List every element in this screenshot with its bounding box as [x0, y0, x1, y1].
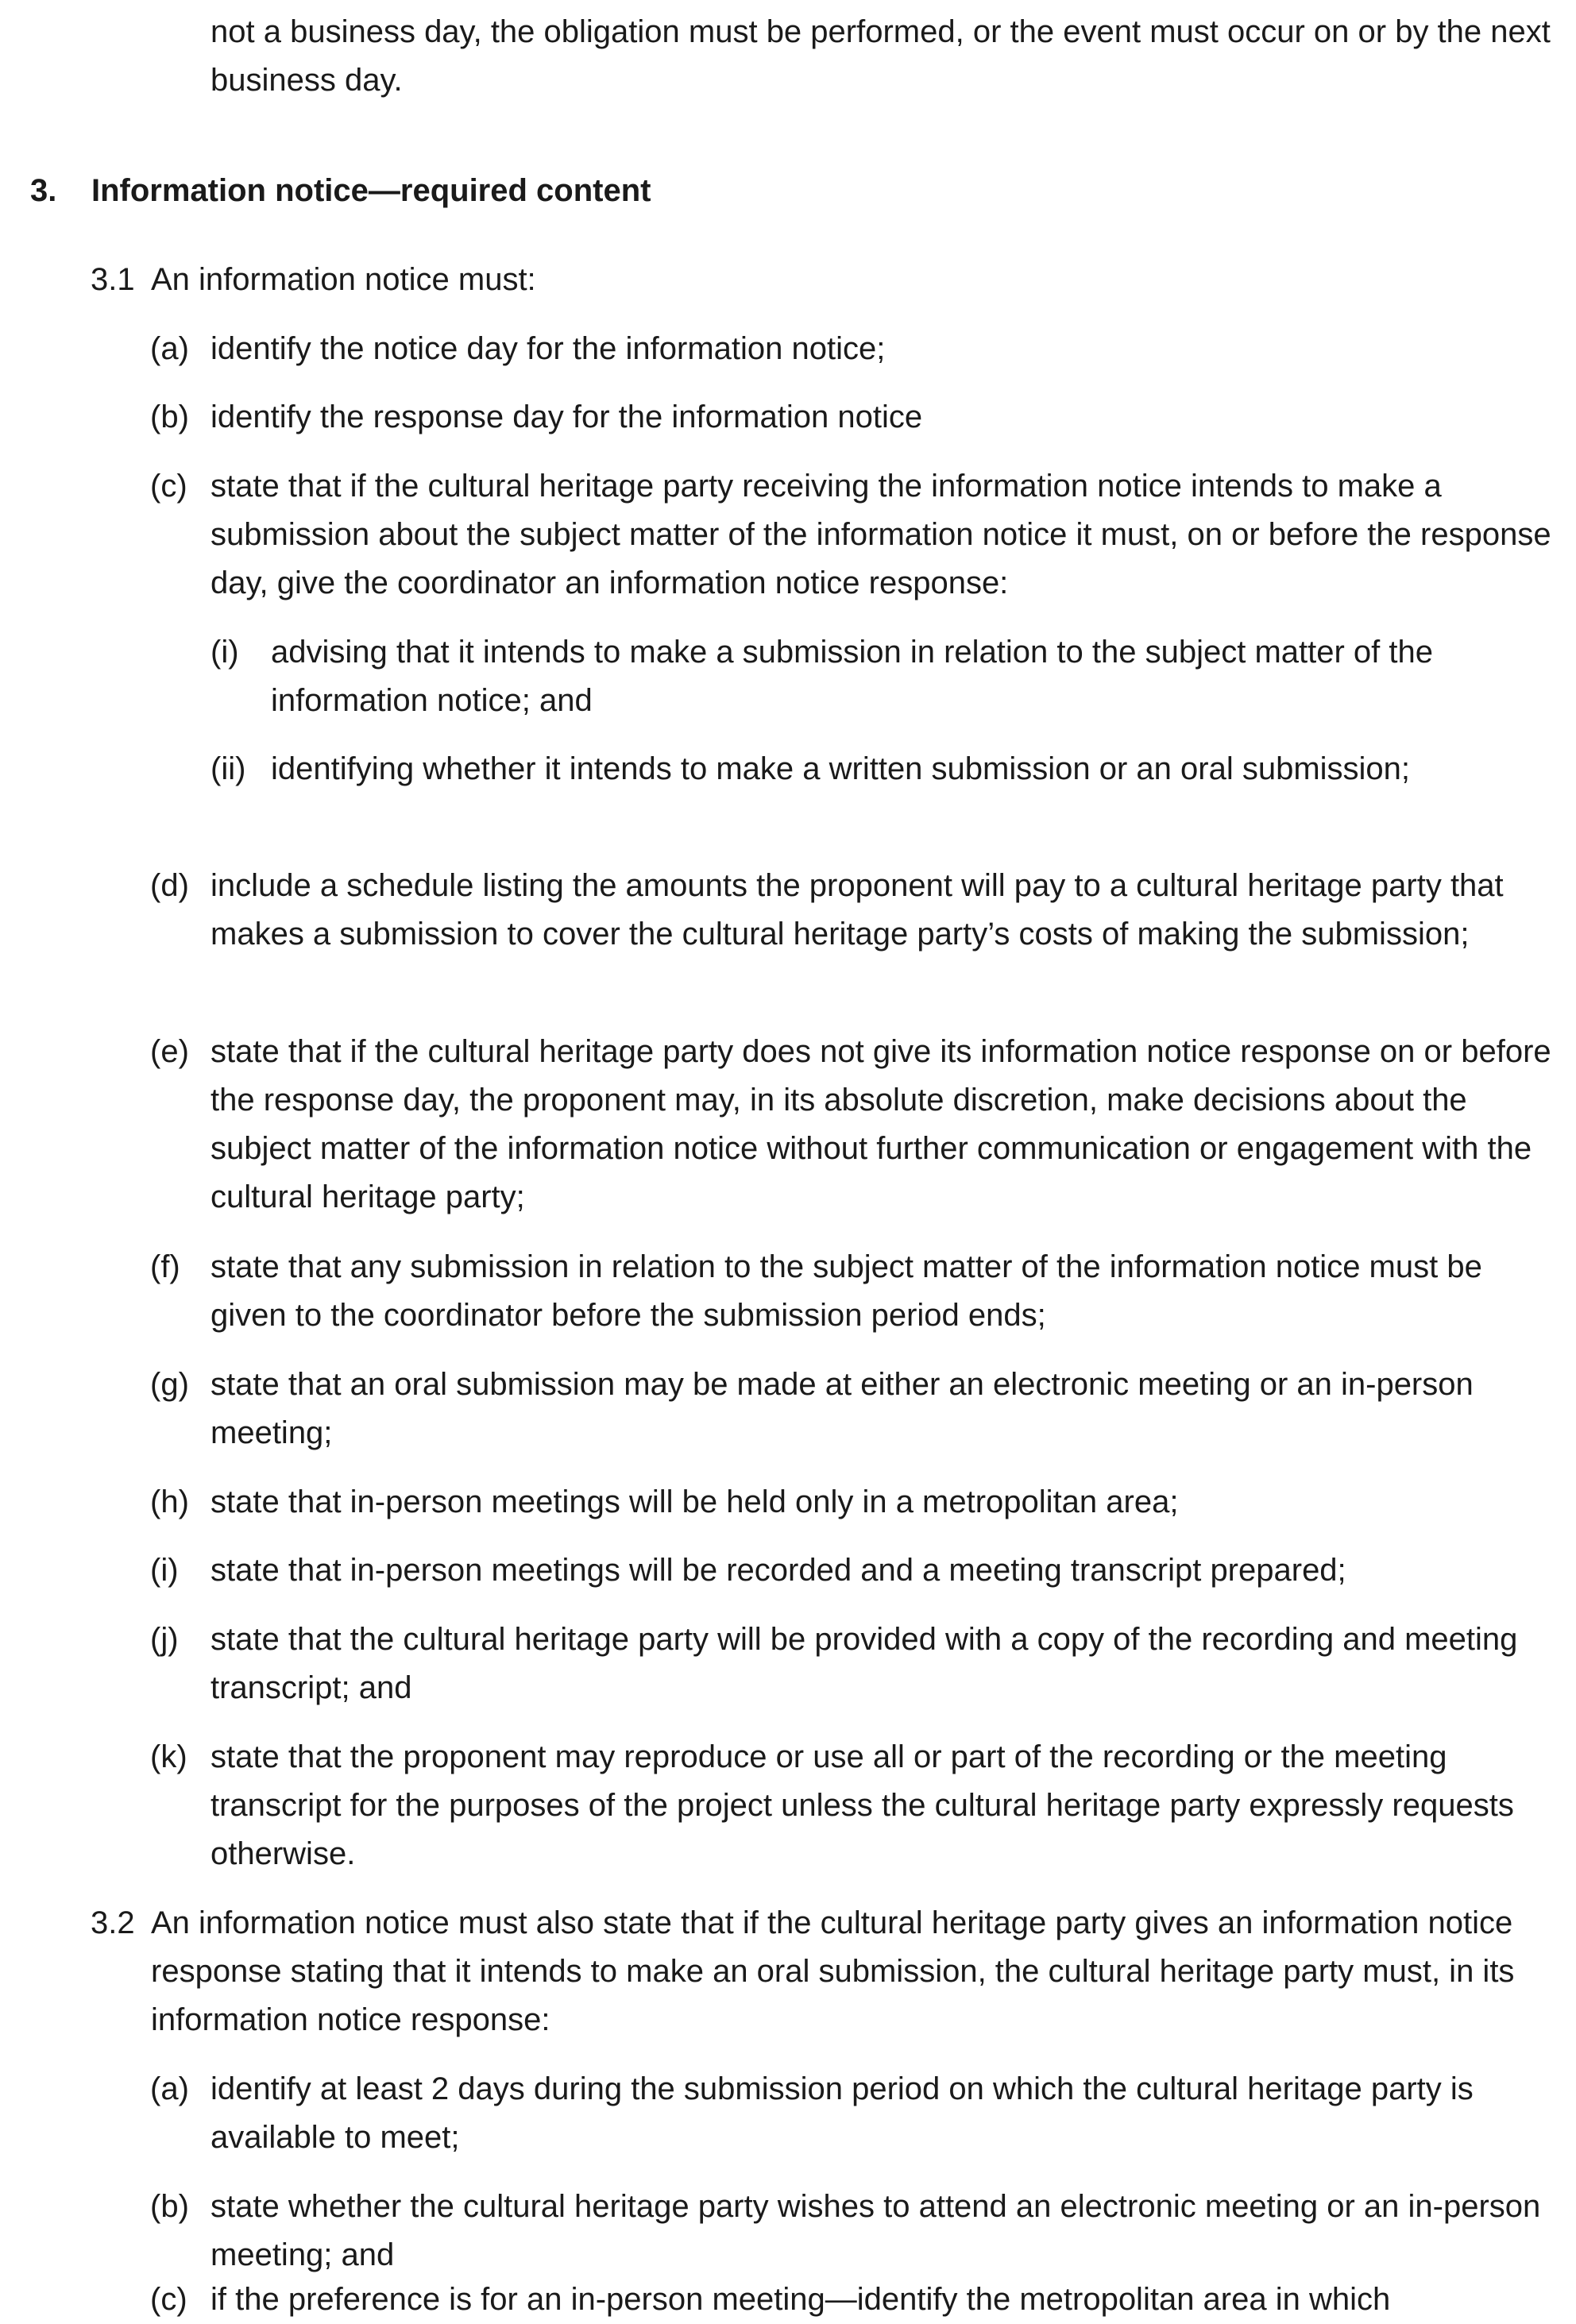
item-text: state that if the cultural heritage party receiving the information notice intends to make a submission about the subject matter of the information notice it must, on or before the response day, give the coordinator an information notice response: [211, 469, 1551, 600]
item-label: (k) [150, 1739, 187, 1774]
list-item [150, 2276, 1564, 2324]
section-title: Information notice—required content [91, 173, 651, 208]
list-item [150, 862, 1564, 959]
item-label: (j) [150, 1622, 179, 1657]
item-label: (h) [150, 1484, 189, 1519]
subitem-label: (i) [211, 635, 239, 670]
intro-continuation-text: not a business day, the obligation must be performed, or the event must occur on or by the next business day. [211, 14, 1551, 98]
list-item [150, 1028, 1564, 1222]
clause-3-1-text: An information notice must: [151, 262, 536, 297]
item-text: identify the response day for the information notice [211, 400, 923, 434]
list-item [150, 1478, 1564, 1527]
list-item [150, 462, 1564, 608]
item-label: (f) [150, 1249, 180, 1284]
clause-3-2-number: 3.2 [91, 1905, 135, 1940]
item-text: state that an oral submission may be made at either an electronic meeting or an in-person meeting; [211, 1367, 1474, 1450]
item-text: state that any submission in relation to the subject matter of the information notice must be given to the coordinator before the submission period ends; [211, 1249, 1482, 1333]
item-text: identify at least 2 days during the submission period on which the cultural heritage party is available to meet; [211, 2071, 1474, 2155]
list-item [150, 1733, 1564, 1878]
subitem-text: identifying whether it intends to make a written submission or an oral submission; [271, 751, 1411, 786]
item-label: (i) [150, 1553, 179, 1588]
list-item [150, 2065, 1564, 2162]
intro-continuation [211, 8, 1561, 105]
list-item [150, 1361, 1564, 1457]
list-item [150, 1243, 1564, 1340]
list-item [150, 1546, 1564, 1595]
item-text: include a schedule listing the amounts the proponent will pay to a cultural heritage party that makes a submission to cover the cultural heritage party’s costs of making the submission; [211, 868, 1504, 952]
item-label: (b) [150, 2189, 189, 2224]
item-text: state that if the cultural heritage party does not give its information notice response on or before the response day, the proponent may, in its absolute discretion, make decisions about the subject matter of the information notice without further communication or engagement with the cultural heritage party; [211, 1034, 1551, 1214]
subitem-label: (ii) [211, 751, 246, 786]
clause-3-1-number: 3.1 [91, 262, 135, 297]
item-text: state that in-person meetings will be held only in a metropolitan area; [211, 1484, 1179, 1519]
sub-list-item [211, 745, 1561, 793]
item-label: (d) [150, 868, 189, 903]
subitem-text: advising that it intends to make a submission in relation to the subject matter of the information notice; and [271, 635, 1434, 718]
list-item [150, 325, 1564, 373]
section-number: 3. [30, 173, 57, 208]
list-item [150, 2183, 1564, 2280]
item-text: state that the cultural heritage party will be provided with a copy of the recording and meeting transcript; and [211, 1622, 1518, 1705]
item-text: state whether the cultural heritage party wishes to attend an electronic meeting or an in-person meeting; and [211, 2189, 1541, 2272]
clause-3-2-text: An information notice must also state that if the cultural heritage party gives an information notice response stating that it intends to make an oral submission, the cultural heritage party must, in its information notice response: [151, 1905, 1515, 2037]
list-item [150, 1616, 1564, 1712]
item-text: identify the notice day for the information notice; [211, 331, 886, 366]
item-label: (c) [150, 2282, 187, 2317]
sub-list-item [211, 628, 1561, 725]
item-label: (a) [150, 2071, 189, 2106]
item-label: (c) [150, 469, 187, 504]
item-text: state that in-person meetings will be recorded and a meeting transcript prepared; [211, 1553, 1346, 1588]
item-label: (e) [150, 1034, 189, 1069]
item-label: (g) [150, 1367, 189, 1402]
item-label: (a) [150, 331, 189, 366]
item-text: if the preference is for an in-person meeting—identify the metropolitan area in which [211, 2282, 1391, 2317]
item-text: state that the proponent may reproduce or use all or part of the recording or the meeting transcript for the purposes of the project unless the cultural heritage party expressly requests otherwise. [211, 1739, 1514, 1871]
item-label: (b) [150, 400, 189, 434]
list-item [150, 393, 1564, 442]
clause-3-2 [91, 1899, 1564, 2044]
